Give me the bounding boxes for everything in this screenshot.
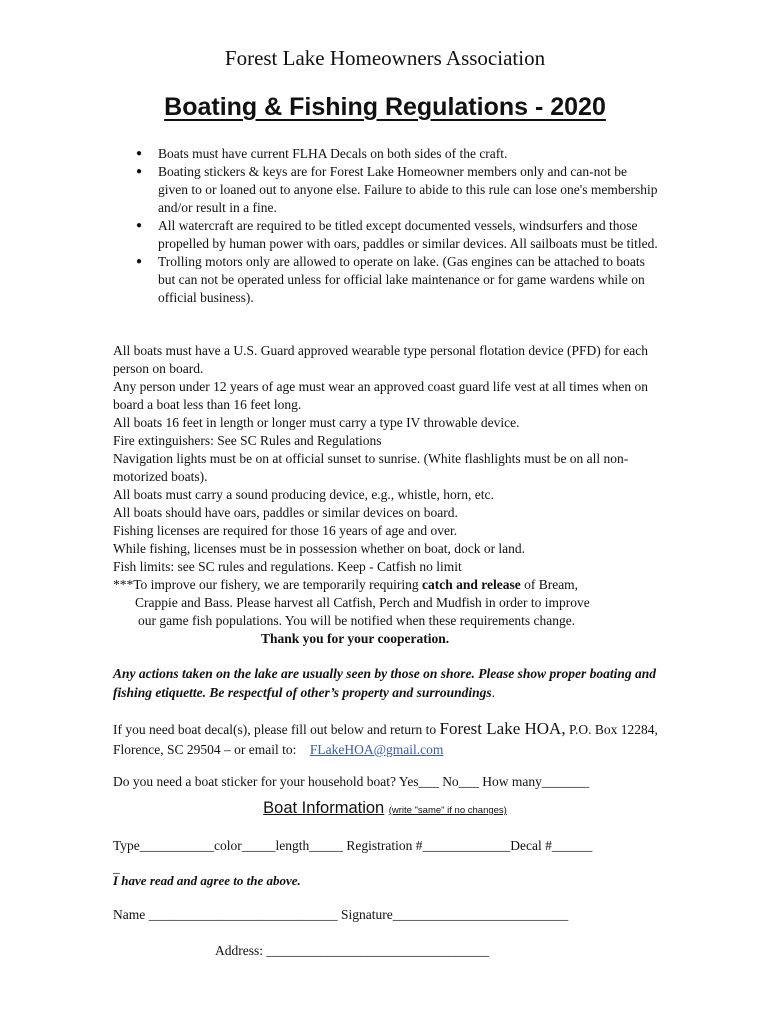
return-post: P.O. Box 12284, Florence, SC 29504 – or email to: (113, 722, 658, 757)
rule-line: Fishing licenses are required for those 16 years of age and over. (113, 523, 458, 538)
rule-line: Navigation lights must be on at official sunset to sunrise. (White flashlights must be on all non-motorized boats). (113, 451, 629, 484)
bullet-list (158, 145, 658, 307)
boat-fields[interactable]: Type___________color_____length_____ Registration #_____________Decal #______ (113, 838, 593, 853)
fishery-line-3: our game fish populations. You will be notified when these requirements change. (138, 613, 576, 628)
sticker-question[interactable]: Do you need a boat sticker for your household boat? Yes___ No___ How many_______ (113, 774, 590, 789)
rule-line: Fire extinguishers: See SC Rules and Regulations (113, 433, 382, 448)
org-name: Forest Lake Homeowners Association (224, 46, 546, 70)
dash-mark: _ (113, 860, 120, 875)
rules-section (113, 342, 668, 648)
address-field[interactable]: Address: _________________________________ (215, 943, 490, 958)
return-instructions (113, 719, 673, 760)
rule-line: While fishing, licenses must be in possession whether on boat, dock or land. (113, 541, 526, 556)
page-title: Boating & Fishing Regulations - 2020 (164, 93, 606, 121)
hoa-name: Forest Lake HOA, (439, 719, 566, 738)
rule-line: Any person under 12 years of age must wear an approved coast guard life vest at all times when on board a boat less than 16 feet long. (113, 379, 648, 412)
boat-info-heading (0, 799, 770, 818)
name-signature-fields[interactable]: Name ____________________________ Signature__________________________ (113, 907, 569, 922)
boat-info-title: Boat Information (263, 799, 385, 817)
rule-line: All boats 16 feet in length or longer must carry a type IV throwable device. (113, 415, 520, 430)
bullet-item: ● Boating stickers & keys are for Forest Lake Homeowner members only and can-not be given to or loaned out to anyone else. Failure to abide to this rule can lose one's membership and/or result in a fine. (158, 163, 658, 217)
fishery-pre: ***To improve our fishery, we are temporarily requiring (113, 577, 422, 592)
bullet-item: ● Trolling motors only are allowed to operate on lake. (Gas engines can be attached to boats but can not be operated unless for official lake maintenance or for game wardens while on official business). (158, 253, 658, 307)
etiquette-notice (113, 664, 673, 702)
bullet-item: ● Boats must have current FLHA Decals on both sides of the craft. (158, 145, 658, 163)
rule-line: All boats must have a U.S. Guard approved wearable type personal flotation device (PFD) for each person on board. (113, 343, 648, 376)
email-link[interactable]: FLakeHOA@gmail.com (309, 742, 444, 757)
bullet-item: ● All watercraft are required to be titled except documented vessels, windsurfers and those propelled by human power with oars, paddles or similar devices. All sailboats must be titled. (158, 217, 658, 253)
agree-statement: I have read and agree to the above. (113, 873, 301, 888)
fishery-line-2: Crappie and Bass. Please harvest all Catfish, Perch and Mudfish in order to improve (135, 595, 590, 610)
rule-line: All boats should have oars, paddles or similar devices on board. (113, 505, 458, 520)
boat-info-note: (write "same" if no changes) (388, 805, 507, 816)
return-pre: If you need boat decal(s), please fill out below and return to (113, 722, 440, 737)
fishery-post: of Bream, (520, 577, 579, 592)
etiquette-text: Any actions taken on the lake are usually seen by those on shore. Please show proper boating and fishing etiquette. Be respectful of other’s property and surroundings (113, 666, 657, 700)
thanks-text: Thank you for your cooperation. (261, 631, 450, 646)
etiquette-end: . (491, 685, 496, 700)
catch-and-release: catch and release (421, 577, 521, 592)
rule-line: Fish limits: see SC rules and regulations. Keep - Catfish no limit (113, 559, 462, 574)
fishery-notice (113, 576, 668, 594)
rule-line: All boats must carry a sound producing device, e.g., whistle, horn, etc. (113, 487, 494, 502)
